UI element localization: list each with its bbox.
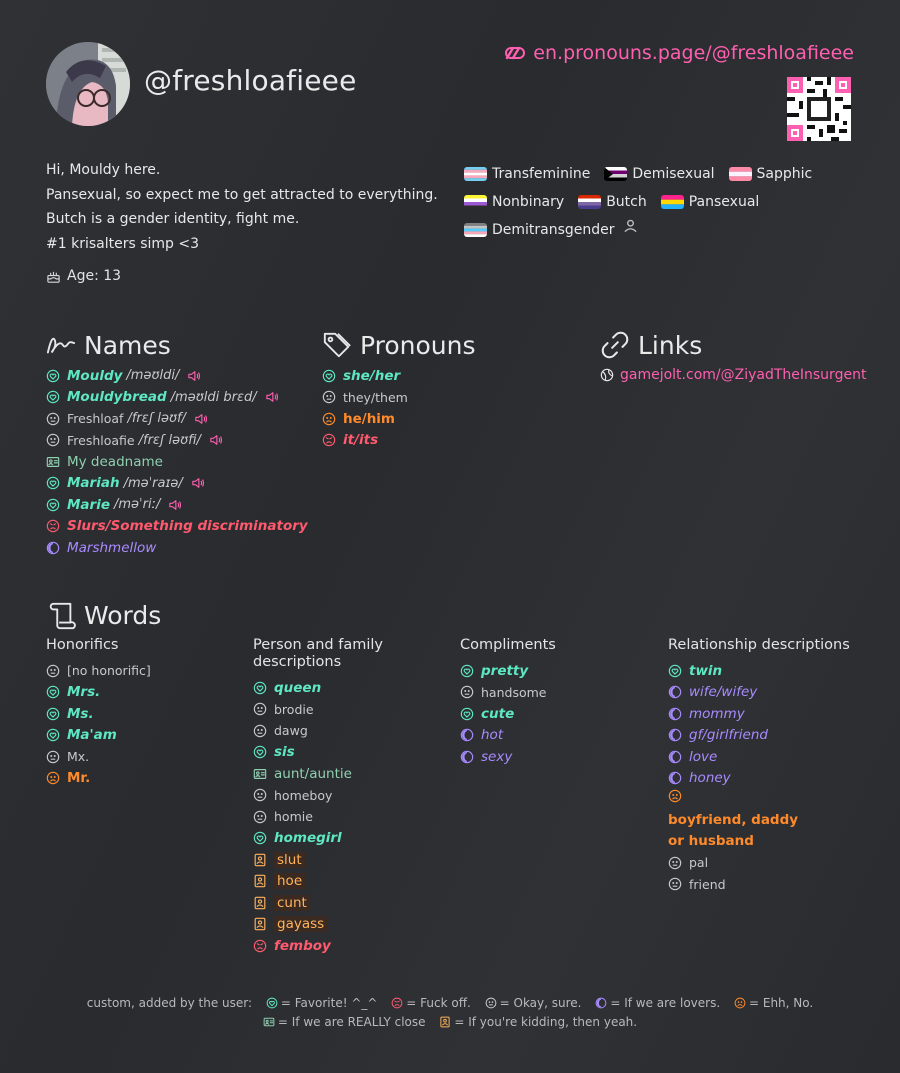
compliments-list bbox=[460, 660, 650, 768]
list-item bbox=[46, 451, 306, 473]
heart-icon bbox=[266, 996, 278, 1008]
item-text: Mrs. bbox=[67, 684, 101, 701]
flag-pansexual[interactable] bbox=[661, 194, 760, 210]
opinion-okay-icon bbox=[46, 664, 60, 678]
words-title: Words bbox=[84, 600, 162, 630]
speaker-icon[interactable] bbox=[265, 391, 279, 403]
list-item bbox=[46, 725, 236, 747]
opinion-okay-icon bbox=[46, 412, 60, 426]
opinion-fav-icon bbox=[668, 664, 682, 678]
opinion-lover-icon bbox=[460, 750, 474, 764]
item-text: Marie bbox=[67, 496, 110, 513]
list-item bbox=[253, 785, 443, 807]
item-text: it/its bbox=[343, 432, 379, 449]
profile-link[interactable] bbox=[505, 42, 854, 64]
relationship-list bbox=[668, 660, 858, 895]
list-item bbox=[46, 516, 306, 538]
user-custom-icon bbox=[619, 219, 642, 233]
contact-card-icon bbox=[439, 1015, 451, 1027]
person-heading: Person and family descriptions bbox=[253, 637, 383, 670]
item-text: friend bbox=[689, 876, 726, 892]
age bbox=[46, 268, 121, 284]
list-item bbox=[668, 852, 858, 874]
item-text: pal bbox=[689, 855, 709, 871]
opinion-okay-icon bbox=[46, 433, 60, 447]
list-item bbox=[253, 806, 443, 828]
description-line: Hi, Mouldy here. bbox=[46, 162, 161, 178]
opinion-fav-icon bbox=[253, 681, 267, 695]
speaker-icon[interactable] bbox=[187, 370, 201, 382]
list-item bbox=[253, 828, 443, 850]
link-text[interactable]: gamejolt.com/@ZiyadTheInsurgent bbox=[620, 367, 867, 383]
names-heading bbox=[46, 330, 171, 360]
pronunciation: /məˈriː/ bbox=[114, 497, 161, 513]
relationship-heading: Relationship descriptions bbox=[668, 637, 850, 653]
flag-demisexual[interactable] bbox=[604, 166, 714, 182]
description-line: Butch is a gender identity, fight me. bbox=[46, 211, 300, 227]
item-text: Mouldy bbox=[67, 367, 123, 384]
legend-fuck: = Fuck off. bbox=[406, 996, 471, 1010]
opinion-lover-icon bbox=[668, 771, 682, 785]
item-text: homie bbox=[274, 809, 313, 825]
honorifics-column bbox=[46, 637, 236, 789]
item-text: Slurs/Something discriminatory bbox=[67, 518, 308, 535]
pronunciation: /frɛʃ ləʊf/ bbox=[127, 411, 186, 427]
signature-icon bbox=[46, 330, 76, 360]
id-card-icon bbox=[263, 1015, 275, 1027]
list-item bbox=[46, 430, 306, 452]
opinion-legend bbox=[0, 994, 900, 1032]
pronunciation: /frɛʃ ləʊfi/ bbox=[138, 432, 201, 448]
links-list bbox=[600, 367, 866, 383]
honorifics-heading: Honorifics bbox=[46, 637, 119, 653]
opinion-lover-icon bbox=[668, 750, 682, 764]
pronouns-title: Pronouns bbox=[360, 330, 476, 360]
list-item bbox=[322, 387, 542, 409]
list-item bbox=[253, 742, 443, 764]
frown-face-icon bbox=[734, 996, 746, 1008]
pronunciation: /məʊldi/ bbox=[126, 368, 180, 384]
neutral-face-icon bbox=[485, 996, 497, 1008]
opinion-fav-icon bbox=[460, 664, 474, 678]
list-item bbox=[668, 768, 858, 790]
tags-icon bbox=[322, 330, 352, 360]
flag-label: Transfeminine bbox=[492, 166, 591, 182]
scroll-icon bbox=[46, 600, 76, 630]
pronouns-list bbox=[322, 365, 542, 451]
item-text: [no honorific] bbox=[67, 663, 151, 679]
item-text: Mx. bbox=[67, 749, 90, 765]
speaker-icon[interactable] bbox=[168, 499, 182, 511]
flag-label: Pansexual bbox=[688, 194, 760, 210]
list-item bbox=[668, 874, 858, 896]
legend-lover: = If we are lovers. bbox=[610, 996, 721, 1010]
item-text: brodie bbox=[274, 701, 314, 717]
links-heading bbox=[600, 330, 702, 360]
list-item bbox=[668, 703, 858, 725]
opinion-close-icon bbox=[46, 455, 60, 469]
opinion-kid-icon bbox=[253, 896, 267, 910]
opinion-kid-icon bbox=[253, 874, 267, 888]
item-text: hoe bbox=[274, 873, 305, 889]
opinion-okay-icon bbox=[253, 724, 267, 738]
opinion-close-icon bbox=[253, 767, 267, 781]
flags-list bbox=[464, 160, 864, 244]
item-text: queen bbox=[274, 679, 322, 696]
opinion-okay-icon bbox=[668, 856, 682, 870]
item-text: Mouldybread bbox=[67, 389, 167, 406]
pronunciation: /məʊldi brɛd/ bbox=[170, 389, 257, 405]
item-text: sexy bbox=[481, 748, 513, 765]
opinion-okay-icon bbox=[460, 685, 474, 699]
list-item bbox=[46, 408, 306, 430]
item-text: honey bbox=[689, 770, 731, 787]
opinion-okay-icon bbox=[253, 788, 267, 802]
item-text: homegirl bbox=[274, 830, 342, 847]
pronouns-page-logo-icon bbox=[505, 46, 525, 60]
pronouns-heading bbox=[322, 330, 476, 360]
flag-nonbinary[interactable] bbox=[464, 194, 564, 210]
flag-label: Sapphic bbox=[756, 166, 813, 182]
compliments-heading: Compliments bbox=[460, 637, 556, 653]
list-item bbox=[253, 935, 443, 957]
flag-sapphic[interactable] bbox=[729, 166, 813, 182]
list-item bbox=[253, 720, 443, 742]
list-item bbox=[46, 746, 236, 768]
list-item bbox=[322, 365, 542, 387]
names-title: Names bbox=[84, 330, 171, 360]
opinion-fav-icon bbox=[460, 707, 474, 721]
flag-label: Butch bbox=[606, 194, 647, 210]
list-item bbox=[668, 660, 858, 682]
names-list bbox=[46, 365, 306, 559]
item-text: twin bbox=[689, 662, 723, 679]
opinion-bad-icon bbox=[322, 412, 336, 426]
opinion-fuck-icon bbox=[253, 939, 267, 953]
opinion-lover-icon bbox=[46, 541, 60, 555]
list-item bbox=[460, 660, 650, 682]
list-item bbox=[46, 660, 236, 682]
person-column bbox=[253, 637, 443, 957]
item-text: Freshloafie bbox=[67, 432, 135, 448]
opinion-okay-icon bbox=[668, 877, 682, 891]
opinion-fav-icon bbox=[46, 498, 60, 512]
profile-url[interactable]: en.pronouns.page/@freshloafieee bbox=[533, 42, 854, 64]
opinion-lover-icon bbox=[668, 685, 682, 699]
opinion-fav-icon bbox=[46, 369, 60, 383]
legend-prefix: custom, added by the user: bbox=[86, 996, 253, 1010]
profile-description bbox=[46, 158, 438, 256]
opinion-kid-icon bbox=[253, 917, 267, 931]
item-text: My deadname bbox=[67, 453, 163, 470]
list-item bbox=[668, 746, 858, 768]
list-item bbox=[253, 677, 443, 699]
speaker-icon[interactable] bbox=[191, 477, 205, 489]
legend-fav: = Favorite! ^_^ bbox=[280, 996, 378, 1010]
opinion-fav-icon bbox=[322, 369, 336, 383]
list-item bbox=[668, 682, 858, 704]
list-item bbox=[322, 408, 542, 430]
list-item bbox=[46, 387, 306, 409]
words-heading bbox=[46, 600, 161, 630]
list-item bbox=[668, 725, 858, 747]
list-item bbox=[460, 746, 650, 768]
legend-close: = If we are REALLY close bbox=[277, 1015, 426, 1029]
opinion-lover-icon bbox=[668, 707, 682, 721]
item-text: love bbox=[689, 748, 718, 765]
item-text: he/him bbox=[343, 410, 396, 427]
flag-butch[interactable] bbox=[578, 194, 647, 210]
description-line: #1 krisalters simp <3 bbox=[46, 235, 200, 252]
list-item bbox=[46, 365, 306, 387]
nonbinary-flag-icon bbox=[464, 195, 487, 209]
moon-icon bbox=[595, 996, 607, 1008]
link-icon bbox=[600, 330, 630, 360]
description-line: Pansexual, so expect me to get attracted to everything. bbox=[46, 186, 438, 203]
item-text: Mariah bbox=[67, 475, 120, 492]
legend-bad: = Ehh, No. bbox=[749, 996, 814, 1010]
flag-transfeminine[interactable] bbox=[464, 166, 590, 182]
links-title: Links bbox=[638, 330, 703, 360]
item-text: handsome bbox=[481, 684, 547, 700]
opinion-fav-icon bbox=[253, 745, 267, 759]
list-item bbox=[46, 473, 306, 495]
list-item bbox=[460, 682, 650, 704]
item-text: dawg bbox=[274, 723, 308, 739]
transfeminine-flag-icon bbox=[464, 167, 487, 181]
list-item bbox=[253, 892, 443, 914]
compliments-column bbox=[460, 637, 650, 768]
person-list bbox=[253, 677, 443, 957]
opinion-okay-icon bbox=[253, 702, 267, 716]
item-text: Freshloaf bbox=[67, 411, 124, 427]
opinion-okay-icon bbox=[253, 810, 267, 824]
opinion-kid-icon bbox=[253, 853, 267, 867]
item-text: mommy bbox=[689, 705, 745, 722]
opinion-okay-icon bbox=[46, 750, 60, 764]
flag-label: Nonbinary bbox=[492, 194, 565, 210]
item-text: homeboy bbox=[274, 787, 333, 803]
opinion-fav-icon bbox=[46, 476, 60, 490]
demisexual-flag-icon bbox=[604, 167, 627, 181]
butch-flag-icon bbox=[578, 195, 601, 209]
opinion-fav-icon bbox=[46, 685, 60, 699]
list-item bbox=[46, 682, 236, 704]
list-item bbox=[46, 494, 306, 516]
item-text: sis bbox=[274, 744, 295, 761]
flag-label: Demitransgender bbox=[492, 222, 615, 238]
list-item bbox=[253, 699, 443, 721]
item-text: gf/girlfriend bbox=[689, 727, 768, 744]
item-text: gayass bbox=[274, 916, 327, 932]
opinion-bad-icon bbox=[46, 771, 60, 785]
item-text: she/her bbox=[343, 367, 401, 384]
list-item bbox=[46, 768, 236, 790]
sapphic-flag-icon bbox=[729, 167, 752, 181]
list-item bbox=[668, 789, 858, 852]
list-item bbox=[460, 725, 650, 747]
link-gamejolt[interactable] bbox=[600, 367, 866, 383]
qr-code bbox=[787, 77, 851, 141]
item-text: cute bbox=[481, 705, 515, 722]
item-text: hot bbox=[481, 727, 504, 744]
item-text: boyfriend, daddy or husband bbox=[668, 812, 799, 849]
relationship-column bbox=[668, 637, 858, 895]
item-text: cunt bbox=[274, 895, 310, 911]
globe-icon bbox=[600, 368, 614, 382]
speaker-icon[interactable] bbox=[209, 434, 223, 446]
item-text: slut bbox=[274, 852, 305, 868]
legend-okay: = Okay, sure. bbox=[499, 996, 582, 1010]
list-item bbox=[253, 763, 443, 785]
pronunciation: /məˈraɪə/ bbox=[123, 475, 183, 491]
honorifics-list bbox=[46, 660, 236, 789]
avatar bbox=[46, 42, 130, 126]
opinion-fav-icon bbox=[46, 390, 60, 404]
pansexual-flag-icon bbox=[661, 195, 684, 209]
opinion-fav-icon bbox=[46, 728, 60, 742]
list-item bbox=[460, 703, 650, 725]
opinion-fuck-icon bbox=[46, 519, 60, 533]
age-label: Age: 13 bbox=[67, 268, 122, 284]
item-text: femboy bbox=[274, 937, 331, 954]
username: @freshloafieee bbox=[144, 64, 357, 97]
list-item bbox=[253, 914, 443, 936]
list-item bbox=[322, 430, 542, 452]
flag-label: Demisexual bbox=[632, 166, 715, 182]
legend-kid: = If you're kidding, then yeah. bbox=[454, 1015, 638, 1029]
opinion-bad-icon bbox=[668, 789, 682, 805]
list-item bbox=[46, 537, 306, 559]
item-text: Marshmellow bbox=[67, 539, 157, 556]
list-item bbox=[46, 703, 236, 725]
opinion-lover-icon bbox=[668, 728, 682, 742]
item-text: Ma'am bbox=[67, 727, 117, 744]
opinion-okay-icon bbox=[322, 390, 336, 404]
item-text: Ms. bbox=[67, 705, 94, 722]
opinion-fuck-icon bbox=[322, 433, 336, 447]
item-text: aunt/auntie bbox=[274, 765, 352, 782]
birthday-cake-icon bbox=[46, 269, 61, 284]
list-item bbox=[253, 849, 443, 871]
item-text: wife/wifey bbox=[689, 684, 758, 701]
list-item bbox=[253, 871, 443, 893]
angry-face-icon bbox=[391, 996, 403, 1008]
item-text: Mr. bbox=[67, 770, 91, 787]
opinion-fav-icon bbox=[46, 707, 60, 721]
opinion-lover-icon bbox=[460, 728, 474, 742]
item-text: pretty bbox=[481, 662, 529, 679]
speaker-icon[interactable] bbox=[194, 413, 208, 425]
demitransgender-flag-icon bbox=[464, 223, 487, 237]
item-text: they/them bbox=[343, 389, 408, 405]
flag-demitransgender[interactable] bbox=[464, 222, 647, 238]
opinion-fav-icon bbox=[253, 831, 267, 845]
